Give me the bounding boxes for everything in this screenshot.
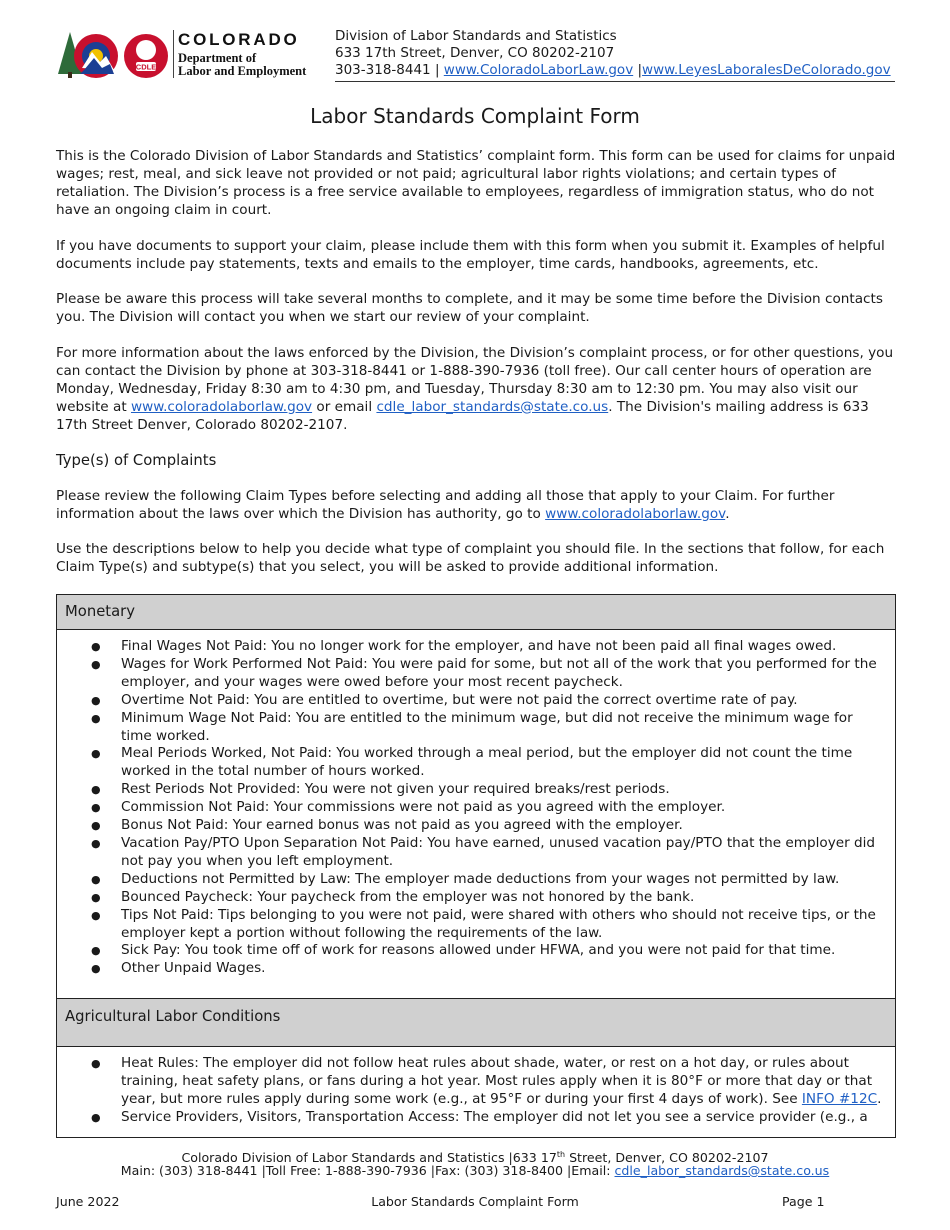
list-item: ● Vacation Pay/PTO Upon Separation Not Paid: You have earned, unused vacation pay/PTO that the employer did not pay you when you left employment. xyxy=(57,835,895,871)
monetary-heading: Monetary xyxy=(57,595,895,630)
types-website-link[interactable]: www.coloradolaborlaw.gov xyxy=(545,505,726,522)
list-item: ● Other Unpaid Wages. xyxy=(57,960,895,978)
list-item: ● Final Wages Not Paid: You no longer work for the employer, and have not been paid all final wages owed. xyxy=(57,638,895,656)
site-es-link[interactable]: www.LeyesLaboralesDeColorado.gov xyxy=(642,62,891,78)
types-paragraph-1: Please review the following Claim Types before selecting and adding all those that apply to your Claim. For further information about the laws over which the Division has authority, go to www.coloradolaborlaw.gov. xyxy=(56,488,835,522)
intro-paragraph-1: This is the Colorado Division of Labor Standards and Statistics’ complaint form. This form can be used for claims for unpaid wages; rest, meal, and sick leave not provided or not paid; agricultural labor rights violations; and certain types of retaliation. The Division’s process is a free service available to employees, regardless of immigration status, who do not have an ongoing claim in court. xyxy=(56,148,896,218)
intro-paragraph-3: Please be aware this process will take several months to complete, and it may be some time before the Division contacts you. The Division will contact you when we start our review of your complaint. xyxy=(56,291,883,325)
list-item: ● Meal Periods Worked, Not Paid: You worked through a meal period, but the employer did not count the time worked in the total number of hours worked. xyxy=(57,745,895,781)
division-name: Division of Labor Standards and Statistics xyxy=(335,28,617,44)
colorado-flag-icon xyxy=(56,30,172,80)
footer-form-name: Labor Standards Complaint Form xyxy=(371,1194,579,1209)
list-item: ● Heat Rules: The employer did not follow heat rules about shade, water, or rest on a hot day, or rules about training, heat safety plans, or fans during a hot year. Most rules apply when it is 80°F or more that day or that year, but more rules apply during some work (e.g., at 95°F or during your first 4 days of work). See INFO #12C. xyxy=(57,1055,895,1109)
intro-paragraph-2: If you have documents to support your claim, please include them with this form when you submit it. Examples of helpful documents include pay statements, texts and emails to the employer, time cards, handbooks, agreements, etc. xyxy=(56,238,885,272)
header-contact: Division of Labor Standards and Statistics 633 17th Street, Denver, CO 80202-2107 303-318-8441 | www.ColoradoLaborLaw.gov |www.LeyesLaboralesDeColorado.gov xyxy=(335,28,891,78)
list-item: ● Rest Periods Not Provided: You were not given your required breaks/rest periods. xyxy=(57,781,895,799)
monetary-table xyxy=(56,594,896,1000)
page-title: Labor Standards Complaint Form xyxy=(310,104,640,128)
footer-email-link[interactable]: cdle_labor_standards@state.co.us xyxy=(614,1163,830,1178)
intro-paragraph-4: For more information about the laws enforced by the Division, the Division’s complaint process, or for other questions, you can contact the Division by phone at 303-318-8441 or 1-888-390-7936 (toll free). Our call center hours of operation are Monday, Wednesday, Friday 8:30 am to 4:30 pm, and Tuesday, Thursday 8:30 am to 12:30 pm. You may also visit our website at www.coloradolaborlaw.gov or email cdle_labor_standards@state.co.us. The Division's mailing address is 633 17th Street Denver, Colorado 80202-2107. xyxy=(56,345,894,433)
list-item: ● Bonus Not Paid: Your earned bonus was not paid as you agreed with the employer. xyxy=(57,817,895,835)
list-item: ● Sick Pay: You took time off of work for reasons allowed under HFWA, and you were not paid for that time. xyxy=(57,942,895,960)
agricultural-table xyxy=(56,998,896,1138)
footer-page-number: Page 1 xyxy=(782,1194,825,1209)
logo-department: Department of Labor and Employment xyxy=(178,51,307,78)
site-en-link[interactable]: www.ColoradoLaborLaw.gov xyxy=(443,62,634,78)
monetary-list xyxy=(57,630,895,978)
list-item: ● Overtime Not Paid: You are entitled to overtime, but were not paid the correct overtime rate of pay. xyxy=(57,692,895,710)
agricultural-heading: Agricultural Labor Conditions xyxy=(57,999,895,1047)
list-item: ● Minimum Wage Not Paid: You are entitled to the minimum wage, but did not receive the minimum wage for time worked. xyxy=(57,710,895,746)
agricultural-list xyxy=(57,1047,895,1127)
list-item: ● Commission Not Paid: Your commissions were not paid as you agreed with the employer. xyxy=(57,799,895,817)
cdle-logo xyxy=(56,28,326,80)
list-item: ● Deductions not Permitted by Law: The employer made deductions from your wages not permitted by law. xyxy=(57,871,895,889)
division-phone: 303-318-8441 xyxy=(335,62,431,78)
logo-wordmark: COLORADO xyxy=(178,30,300,49)
list-item: ● Service Providers, Visitors, Transportation Access: The employer did not let you see a service provider (e.g., a xyxy=(57,1109,895,1127)
list-item: ● Tips Not Paid: Tips belonging to you were not paid, were shared with others who should not receive tips, or the employer kept a portion without following the requirements of the law. xyxy=(57,907,895,943)
info-12c-link[interactable]: INFO #12C xyxy=(801,1090,878,1107)
types-paragraph-2: Use the descriptions below to help you decide what type of complaint you should file. In the sections that follow, for each Claim Type(s) and subtype(s) that you select, you will be asked to provide additional information. xyxy=(56,541,885,575)
svg-text:CDLE: CDLE xyxy=(135,62,157,72)
footer-contact: Main: (303) 318-8441 |Toll Free: 1-888-390-7936 |Fax: (303) 318-8400 |Email: cdle_labor_standards@state.co.us xyxy=(120,1163,830,1178)
division-address: 633 17th Street, Denver, CO 80202-2107 xyxy=(335,45,615,61)
website-link[interactable]: www.coloradolaborlaw.gov xyxy=(130,398,313,415)
footer-date: June 2022 xyxy=(56,1194,120,1209)
list-item: ● Wages for Work Performed Not Paid: You were paid for some, but not all of the work that you performed for the employer, and your wages were owed before your most recent paycheck. xyxy=(57,656,895,692)
header-divider xyxy=(335,81,895,82)
footer-address: Colorado Division of Labor Standards and Statistics |633 17th Street, Denver, CO 80202-2107 xyxy=(181,1150,769,1166)
email-link[interactable]: cdle_labor_standards@state.co.us xyxy=(376,398,609,415)
section-heading: Type(s) of Complaints xyxy=(56,452,217,469)
list-item: ● Bounced Paycheck: Your paycheck from the employer was not honored by the bank. xyxy=(57,889,895,907)
